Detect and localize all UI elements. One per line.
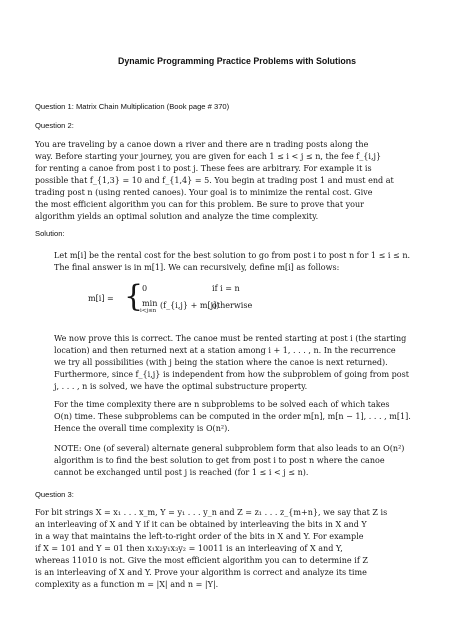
text-line: cannot be exchanged until post j is reached (for 1 ≤ i < j ≤ n). bbox=[54, 468, 309, 477]
text-line: algorithm is to find the best solution to get from post i to post n where the canoe bbox=[54, 456, 385, 465]
text-line: The final answer is in m[1]. We can recursively, define m[i] as follows: bbox=[54, 263, 340, 272]
text-line: algorithm yields an optimal solution and analyze the time complexity. bbox=[35, 212, 319, 221]
document-title: Dynamic Programming Practice Problems with Solutions bbox=[117, 56, 357, 66]
question-2-label: Question 2: bbox=[35, 121, 74, 130]
case-2-condition: otherwise bbox=[212, 301, 253, 310]
case-2-min: min bbox=[142, 299, 158, 308]
text-line: is an interleaving of X and Y. Prove your algorithm is correct and analyze its time bbox=[35, 568, 367, 577]
equation-lhs: m[i] = bbox=[88, 294, 114, 303]
text-line: We now prove this is correct. The canoe must be rented starting at post i (the starting bbox=[54, 334, 407, 343]
text-line: j, . . . , n is solved, we have the optimal substructure property. bbox=[54, 382, 308, 391]
text-line: in a way that maintains the left-to-right order of the bits in X and Y. For example bbox=[35, 532, 364, 541]
proof-paragraph bbox=[54, 333, 409, 393]
text-line: Let m[i] be the rental cost for the best solution to go from post i to post n for 1 ≤ i ≤ n. bbox=[54, 251, 411, 260]
question-3-label: Question 3: bbox=[35, 490, 74, 499]
question-2-problem bbox=[35, 139, 394, 223]
text-line: You are traveling by a canoe down a river and there are n trading posts along the bbox=[35, 140, 369, 149]
text-line: complexity as a function m = |X| and n = |Y|. bbox=[35, 580, 219, 589]
text-line: NOTE: One (of several) alternate general subproblem form that also leads to an O(n²) bbox=[54, 444, 405, 453]
text-line: For the time complexity there are n subproblems to be solved each of which takes bbox=[54, 400, 390, 409]
text-line: trading post n (using rented canoes). Your goal is to minimize the rental cost. Give bbox=[35, 188, 373, 197]
text-line: for renting a canoe from post i to post j. These fees are arbitrary. For example it is bbox=[35, 164, 372, 173]
note-paragraph bbox=[54, 443, 404, 479]
solution-intro bbox=[54, 250, 410, 274]
solution-label: Solution: bbox=[35, 229, 65, 238]
text-line: possible that f_{1,3} = 10 and f_{1,4} = 5. You begin at trading post 1 and must end at bbox=[35, 176, 394, 185]
text-line: an interleaving of X and Y if it can be obtained by interleaving the bits in X and Y bbox=[35, 520, 367, 529]
text-line: whereas 11010 is not. Give the most efficient algorithm you can to determine if Z bbox=[35, 556, 368, 565]
case-1-condition: if i = n bbox=[212, 284, 240, 293]
text-line: For bit strings X = x₁ . . . x_m, Y = y₁ . . . y_n and Z = z₁ . . . z_{m+n}, we say that Z is bbox=[35, 508, 388, 517]
text-line: if X = 101 and Y = 01 then x₁x₂y₁x₃y₂ = 10011 is an interleaving of X and Y, bbox=[35, 544, 343, 553]
recurrence-equation bbox=[88, 279, 308, 322]
case-1-value: 0 bbox=[142, 284, 148, 293]
text-line: Hence the overall time complexity is O(n²). bbox=[54, 424, 230, 433]
text-line: Furthermore, since f_{i,j} is independent from how the subproblem of going from post bbox=[54, 370, 409, 379]
text-line: the most efficient algorithm you can for this problem. Be sure to prove that your bbox=[35, 200, 365, 209]
case-2-value: (f_{i,j} + m[j]) bbox=[160, 301, 220, 310]
text-line: we try all possibilities (with j being the station where the canoe is next returned). bbox=[54, 358, 388, 367]
question-3-problem bbox=[35, 507, 387, 591]
text-line: O(n) time. These subproblems can be computed in the order m[n], m[n − 1], . . . , m[1]. bbox=[54, 412, 411, 421]
complexity-paragraph bbox=[54, 399, 411, 435]
brace-icon: { bbox=[124, 279, 144, 314]
text-line: location) and then returned next at a station among i + 1, . . . , n. In the recurrence bbox=[54, 346, 396, 355]
question-1-label: Question 1: Matrix Chain Multiplication (Book page # 370) bbox=[35, 102, 230, 111]
text-line: way. Before starting your journey, you are given for each 1 ≤ i < j ≤ n, the fee f_{i,j} bbox=[35, 152, 382, 161]
case-2-subscript: i<j≤n bbox=[140, 308, 157, 314]
